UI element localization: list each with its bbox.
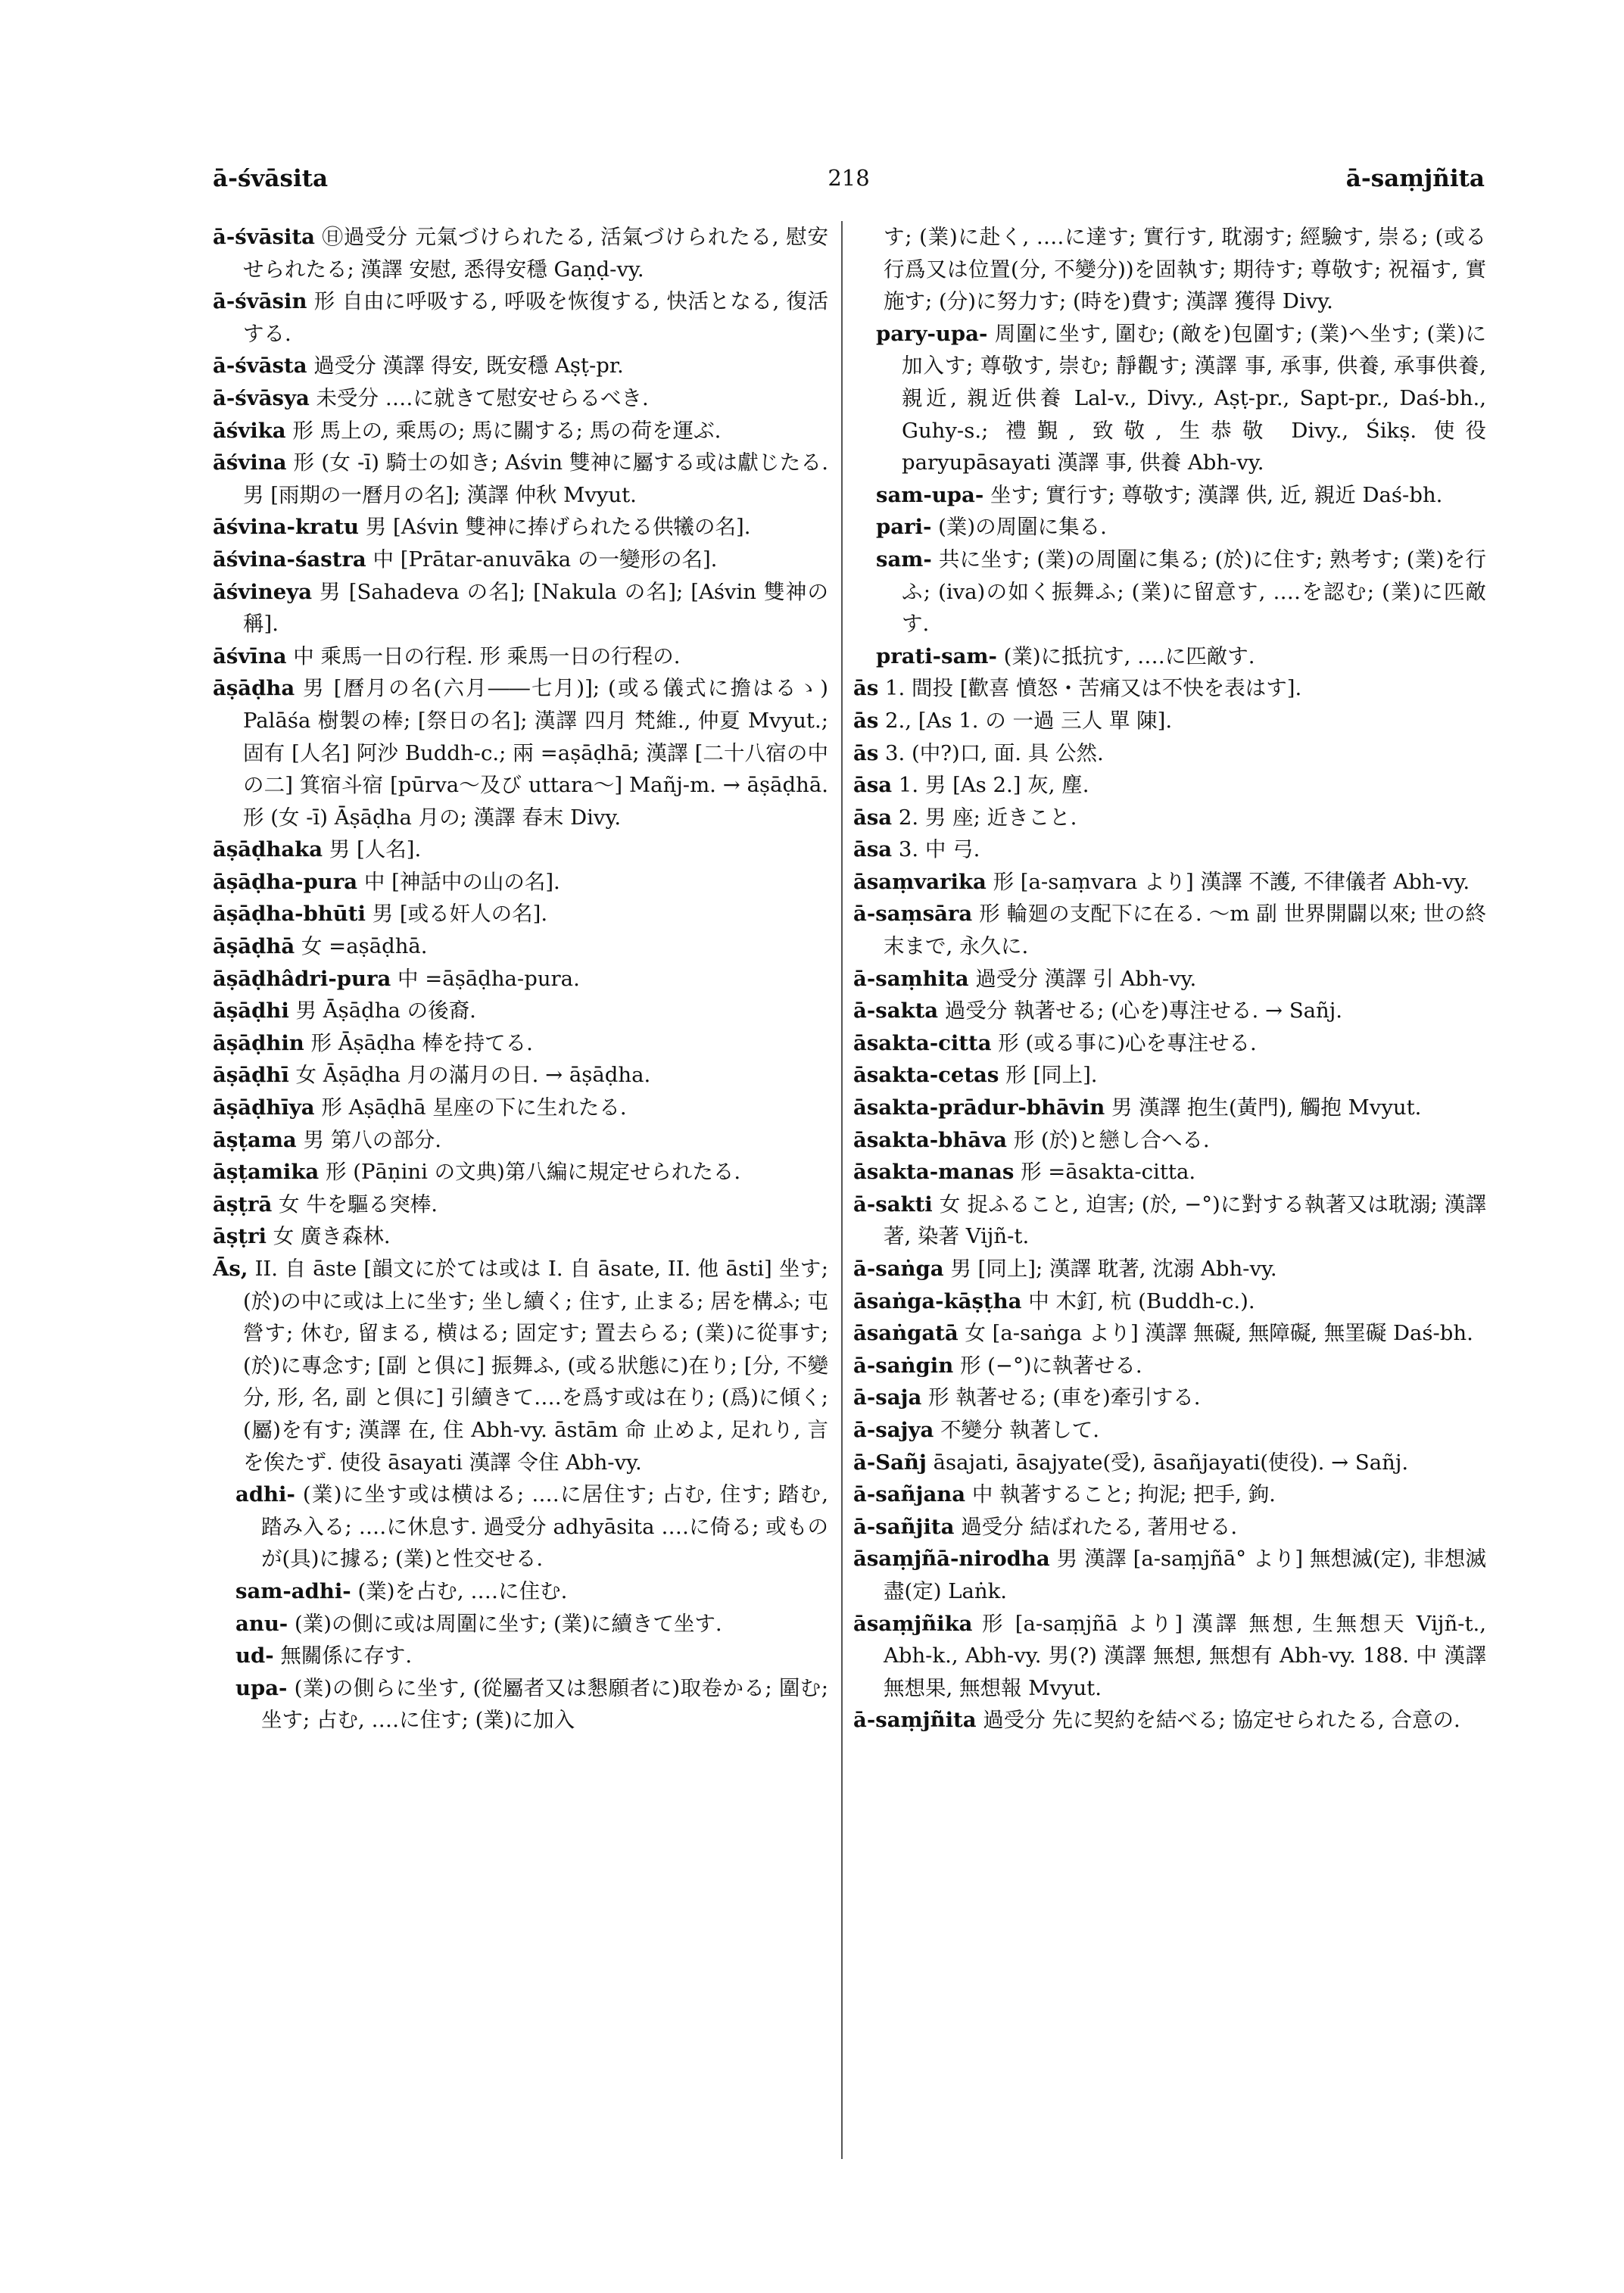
entry-definition: 形 (女 -ī) 騎士の如き; Aśvin 雙神に屬する或は獻じたる. 男 [雨期の一曆月の名]; 漢譯 仲秋 Mvyut. [243,450,828,507]
entry-definition: 中 執著すること; 拘泥; 把手, 鉤. [965,1482,1276,1507]
dictionary-entry [853,479,1486,512]
dictionary-entry [213,221,828,285]
entry-headword: pari- [876,515,932,540]
dictionary-entry [213,1189,828,1221]
entry-definition: 過受分 執著せる; (心を)專注せる. → Sañj. [938,999,1343,1023]
entry-definition: (業)に坐す或は横はる; ‥‥に居住す; 占む, 住す; 踏む, 踏み入る; ‥‥に休息す. 過受分 adhyāsita ‥‥に倚る; 或ものが(具)に據る; (業)と性交せる. [261,1482,828,1572]
dictionary-entry [853,1253,1486,1285]
entry-headword: prati-sam- [876,643,997,668]
dictionary-entry [853,221,1486,318]
entry-definition: 形 [a-saṃjñā より] 漢譯 無想, 生無想天 Vijñ-t., Abh-k., Abh-vy. 男(?) 漢譯 無想, 無想有 Abh-vy. 188. 中 漢譯 無想果, 無想報 Mvyut. [884,1611,1486,1700]
entry-headword: āṣāḍhaka [213,837,323,862]
entry-definition: 形 (−°)に執著せる. [953,1353,1142,1378]
entry-definition: 女 廣き森林. [266,1224,391,1249]
dictionary-entry [213,1156,828,1189]
dictionary-entry [213,898,828,930]
dictionary-entry [853,769,1486,802]
entry-headword: āṣāḍhīya [213,1095,315,1120]
header-right-guideword: ā-saṃjñita [1345,165,1485,192]
entry-definition: 男 漢譯 [a-saṃjñā° より] 無想滅(定), 非想滅盡(定) Laṅk. [884,1547,1486,1603]
entry-headword: ās [853,708,879,733]
dictionary-entry [213,833,828,866]
entry-headword: ā-saja [853,1385,922,1410]
entry-headword: āṣāḍhin [213,1030,304,1055]
dictionary-entry [853,1317,1486,1350]
dictionary-entry [853,1704,1486,1737]
entry-headword: ā-sakti [853,1192,933,1217]
entry-definition: す; (業)に赴く, ‥‥に達す; 實行す, 耽溺す; 經驗す, 崇る; (或る行爲又は位置(分, 不變分))を固執す; 期待す; 尊敬す; 祝福す, 實施す; (分)に努力す; (時を)費す; 漢譯 獲得 Divy. [884,225,1486,314]
entry-definition: 男 [或る奸人の名]. [365,902,548,927]
dictionary-entry [213,866,828,899]
entry-headword: āśvina [213,450,287,475]
entry-definition: 坐す; 實行す; 尊敬す; 漢譯 供, 近, 親近 Daś-bh. [983,482,1443,507]
entry-definition: II. 自 āste [韻文に於ては或は I. 自 āsate, II. 他 āsti] 坐す; (於)の中に或は上に坐す; 坐し續く; 住す, 止まる; 居を構ふ; 屯營す; 休む, 留まる, 横はる; 固定す; 置去らる; (業)に從事す; (於)に專念す; [副 と俱に] 振舞ふ, (或る狀態に)在り; [分, 不變分, 形, 名, 副 と俱に] 引續きて‥‥を爲す或は在り; (爲)に傾く; (屬)を有す; 漢譯 在, 住 Abh-vy. āstām 命 止めよ, 足れり, 言を俟たず. 使役 āsayati 漢譯 令住 Abh-vy. [243,1257,828,1475]
dictionary-entry [853,898,1486,962]
entry-definition: 女 [a-saṅga より] 漢譯 無礙, 無障礙, 無罣礙 Daś-bh. [958,1321,1473,1346]
entry-definition: 女 牛を驅る突棒. [272,1192,438,1217]
entry-headword: ā-saṃhita [853,966,969,991]
dictionary-entry [213,285,828,350]
entry-headword: ās [853,740,879,765]
dictionary-entry [853,544,1486,640]
entry-headword: ā-sañjita [853,1514,955,1539]
entry-headword: upa- [235,1675,288,1700]
entry-headword: adhi- [235,1482,295,1507]
dictionary-entry [853,963,1486,995]
entry-definition: 形 (Pāṇini の文典)第八編に規定せられたる. [319,1160,741,1185]
page-number: 218 [828,165,870,191]
dictionary-entry [853,1189,1486,1253]
entry-headword: pary-upa- [876,321,988,346]
entry-headword: āsa [853,805,893,830]
entry-headword: ā-śvāsta [213,354,307,379]
entry-definition: 1. 間投 [歡喜 憤怒・苦痛又は不快を表はす]. [878,676,1302,701]
entry-headword: ā-sakta [853,999,939,1023]
entry-headword: āsa [853,773,893,798]
entry-definition: 未受分 ‥‥に就きて慰安せらるべき. [309,385,649,410]
entry-headword: ā-saṅgin [853,1353,954,1378]
entry-headword: anu- [235,1611,288,1636]
entry-definition: 無關係に存す. [273,1643,413,1668]
entry-definition: 過受分 漢譯 引 Abh-vy. [968,966,1197,991]
dictionary-entry [213,1672,828,1737]
page-header [213,165,1485,203]
entry-headword: ā-śvāsita [213,225,315,249]
entry-definition: 男 [曆月の名(六月――七月)]; (或る儀式に擔はるゝ) Palāśa 樹製の棒; [祭日の名]; 漢譯 四月 梵維., 仲夏 Mvyut.; 固有 [人名] 阿沙 Buddh-c.; 兩 =aṣāḍhā; 漢譯 [二十八宿の中の二] 箕宿斗宿 [pūrva〜及び uttara〜] Mañj-m. → āṣāḍhā. 形 (女 -ī) Āṣāḍha 月の; 漢譯 春末 Divy. [243,676,828,830]
left-column [213,221,828,2174]
entry-headword: āsaṃvarika [853,869,987,894]
entry-definition: (業)の側らに坐す, (從屬者又は懇願者に)取卷かる; 圍む; 坐す; 占む, ‥‥に住す; (業)に加入 [261,1675,828,1733]
entry-headword: āṣāḍhâdri-pura [213,966,391,991]
dictionary-entry [853,672,1486,705]
entry-definition: (業)を占む, ‥‥に住む. [351,1578,568,1603]
entry-definition: 中 木釘, 杭 (Buddh-c.). [1021,1288,1255,1313]
dictionary-entry [213,1478,828,1575]
entry-definition: 中 [Prātar-anuvāka の一變形の名]. [366,547,718,572]
right-column [853,221,1486,2174]
entry-definition: 男 [Sahadeva の名]; [Nakula の名]; [Aśvin 雙神の稱]. [243,579,828,637]
entry-definition: 形 自由に呼吸する, 呼吸を恢復する, 快活となる, 復活する. [243,289,828,346]
entry-definition: 男 第八の部分. [296,1127,441,1152]
dictionary-entry [853,318,1486,479]
entry-definition: 形 輪廻の支配下に在る. 〜m 副 世界開闢以來; 世の終末まで, 永久に. [884,902,1486,959]
entry-headword: āśvineya [213,579,313,604]
dictionary-entry [853,1350,1486,1382]
dictionary-entry [853,737,1486,770]
dictionary-entry [853,1608,1486,1705]
entry-definition: 形 (或る事に)心を專注せる. [991,1030,1257,1055]
dictionary-entry [853,866,1486,899]
dictionary-entry [213,1608,828,1640]
entry-definition: 形 馬上の, 乘馬の; 馬に關する; 馬の荷を運ぶ. [285,418,722,443]
entry-headword: Ās, [213,1257,248,1281]
dictionary-entry [213,1124,828,1157]
column-divider [841,221,843,2159]
dictionary-entry [213,1027,828,1060]
entry-headword: ud- [235,1643,274,1668]
dictionary-entry [853,1382,1486,1414]
dictionary-entry [853,640,1486,673]
dictionary-entry [213,415,828,447]
entry-definition: 中 [神話中の山の名]. [357,869,560,894]
entry-headword: ās [853,676,879,701]
entry-definition: 周圍に坐す, 圍む; (敵を)包圍す; (業)へ坐す; (業)に加入す; 尊敬す, 崇む; 靜觀す; 漢譯 事, 承事, 供養, 承事供養, 親近, 親近供養 Lal-v., Divy., Aṣṭ-pr., Sapt-pr., Daś-bh., Guhy-s.; 禮覲, 致敬, 生恭敬 Divy., Śikṣ. 使役 paryupāsayati 漢譯 事, 供養 Abh-vy. [902,321,1486,475]
entry-headword: āsa [853,837,893,862]
entry-headword: āṣāḍha [213,676,295,701]
dictionary-entry [853,1156,1486,1189]
dictionary-entry [853,1447,1486,1479]
dictionary-entry [853,802,1486,834]
entry-definition: 形 =āsakta-citta. [1014,1160,1196,1185]
dictionary-entry [853,1027,1486,1060]
entry-definition: 形 [a-saṃvara より] 漢譯 不護, 不律儀者 Abh-vy. [986,869,1470,894]
entry-definition: 過受分 漢譯 得安, 既安穩 Aṣṭ-pr. [307,354,624,379]
entry-headword: āsakta-manas [853,1160,1015,1185]
entry-definition: (業)の周圍に集る. [931,515,1107,540]
entry-definition: 形 Aṣāḍhā 星座の下に生れたる. [314,1095,627,1120]
entry-definition: 男 [同上]; 漢譯 耽著, 沈溺 Abh-vy. [943,1257,1277,1281]
entry-headword: āṣāḍhī [213,1063,289,1088]
entry-headword: ā-saṃjñita [853,1708,977,1733]
dictionary-entry [853,1511,1486,1544]
entry-definition: 1. 男 [As 2.] 灰, 塵. [892,773,1089,798]
entry-definition: 不變分 執著して. [934,1417,1100,1442]
dictionary-entry [853,1092,1486,1124]
entry-definition: 男 [人名]. [323,837,422,862]
entry-definition: 女 捉ふること, 迫害; (於, −°)に對する執著又は耽溺; 漢譯 著, 染著 Vijñ-t. [884,1192,1486,1249]
entry-definition: (業)に抵抗す, ‥‥に匹敵す. [996,643,1255,668]
entry-headword: āṣṭama [213,1127,297,1152]
entry-headword: āsakta-cetas [853,1063,999,1088]
entry-headword: ā-śvāsin [213,289,307,314]
dictionary-entry [213,511,828,544]
dictionary-entry [213,1059,828,1092]
dictionary-entry [213,1640,828,1672]
entry-definition: 3. 中 弓. [892,837,980,862]
dictionary-entry [853,511,1486,544]
entry-definition: āsajati, āsajyate(受), āsañjayati(使役). → Sañj. [926,1450,1409,1475]
dictionary-entry [213,1575,828,1608]
entry-headword: āsaṅga-kāṣṭha [853,1288,1022,1313]
entry-definition: 中 乘馬一日の行程. 形 乘馬一日の行程の. [286,643,681,668]
entry-definition: 2. 男 座; 近きこと. [892,805,1077,830]
dictionary-entry [213,544,828,576]
entry-definition: 3. (中?)口, 面. 具 公然. [878,740,1104,765]
dictionary-entry [853,1124,1486,1157]
entry-headword: āśvina-śastra [213,547,366,572]
dictionary-entry [213,1220,828,1253]
entry-headword: ā-sajya [853,1417,934,1442]
entry-definition: 女 =aṣāḍhā. [295,934,428,959]
entry-definition: 形 執著せる; (車を)牽引する. [921,1385,1201,1410]
entry-definition: 2., [As 1. の 一過 三人 單 陳]. [878,708,1173,733]
entry-definition: 形 [同上]. [999,1063,1098,1088]
entry-headword: āṣṭamika [213,1160,320,1185]
entry-headword: āsaṃjñā-nirodha [853,1547,1050,1572]
entry-headword: āṣṭrā [213,1192,273,1217]
dictionary-entry [853,1414,1486,1447]
entry-definition: 共に坐す; (業)の周圍に集る; (於)に住す; 熟考す; (業)を行ふ; (iva)の如く振舞ふ; (業)に留意す, ‥‥を認む; (業)に匹敵す. [902,547,1486,637]
entry-headword: āsaṅgatā [853,1321,959,1346]
dictionary-entry [213,930,828,963]
dictionary-entry [853,1543,1486,1607]
dictionary-entry [853,1285,1486,1318]
entry-headword: āśvīna [213,643,287,668]
header-left-guideword: ā-śvāsita [213,165,329,192]
entry-headword: ā-saṅga [853,1257,944,1281]
entry-headword: āśvina-kratu [213,515,360,540]
entry-definition: 形 Āṣāḍha 棒を持てる. [304,1030,533,1055]
entry-definition: 男 [Aśvin 雙神に捧げられたる供犧の名]. [359,515,751,540]
entry-headword: sam-upa- [876,482,984,507]
dictionary-entry [213,382,828,415]
entry-definition: 男 Āṣāḍha の後裔. [288,999,476,1023]
entry-definition: 過受分 先に契約を結べる; 協定せられたる, 合意の. [976,1708,1460,1733]
entry-headword: ā-Sañj [853,1450,927,1475]
entry-definition: (業)の側に或は周圍に坐す; (業)に續きて坐す. [288,1611,722,1636]
dictionary-entry [853,995,1486,1027]
dictionary-entry [853,705,1486,737]
entry-headword: āṣāḍha-bhūti [213,902,366,927]
entry-headword: sam- [876,547,932,572]
entry-headword: āsakta-prādur-bhāvin [853,1095,1105,1120]
dictionary-entry [853,1059,1486,1092]
entry-headword: ā-saṃsāra [853,902,973,927]
entry-definition: 過受分 結ばれたる, 著用せる. [954,1514,1238,1539]
entry-headword: sam-adhi- [235,1578,351,1603]
entry-definition: ㊐過受分 元氣づけられたる, 活氣づけられたる, 慰安せられたる; 漢譯 安慰, 悉得安穩 Gaṇḍ-vy. [243,225,828,282]
entry-definition: 形 (於)と戀し合へる. [1006,1127,1210,1152]
dictionary-entry [213,672,828,833]
dictionary-entry [213,447,828,511]
entry-definition: 女 Āṣāḍha 月の滿月の日. → āṣāḍha. [288,1063,651,1088]
dictionary-entry [213,1253,828,1478]
entry-headword: āṣāḍhi [213,999,289,1023]
entry-headword: ā-śvāsya [213,385,310,410]
entry-definition: 中 =āṣāḍha-pura. [391,966,580,991]
entry-headword: āsakta-bhāva [853,1127,1007,1152]
entry-headword: āṣāḍha-pura [213,869,358,894]
entry-headword: āsakta-citta [853,1030,992,1055]
entry-headword: āśvika [213,418,286,443]
entry-headword: āsaṃjñika [853,1611,973,1636]
dictionary-entry [213,1092,828,1124]
dictionary-entry [853,833,1486,866]
dictionary-entry [213,963,828,995]
dictionary-entry [213,995,828,1027]
entry-headword: āṣṭri [213,1224,267,1249]
dictionary-entry [213,350,828,382]
entry-definition: 男 漢譯 抱生(黃門), 觸抱 Mvyut. [1105,1095,1422,1120]
entry-headword: āṣāḍhā [213,934,295,959]
dictionary-entry [213,640,828,673]
entry-headword: ā-sañjana [853,1482,966,1507]
dictionary-entry [213,576,828,640]
dictionary-entry [853,1478,1486,1511]
